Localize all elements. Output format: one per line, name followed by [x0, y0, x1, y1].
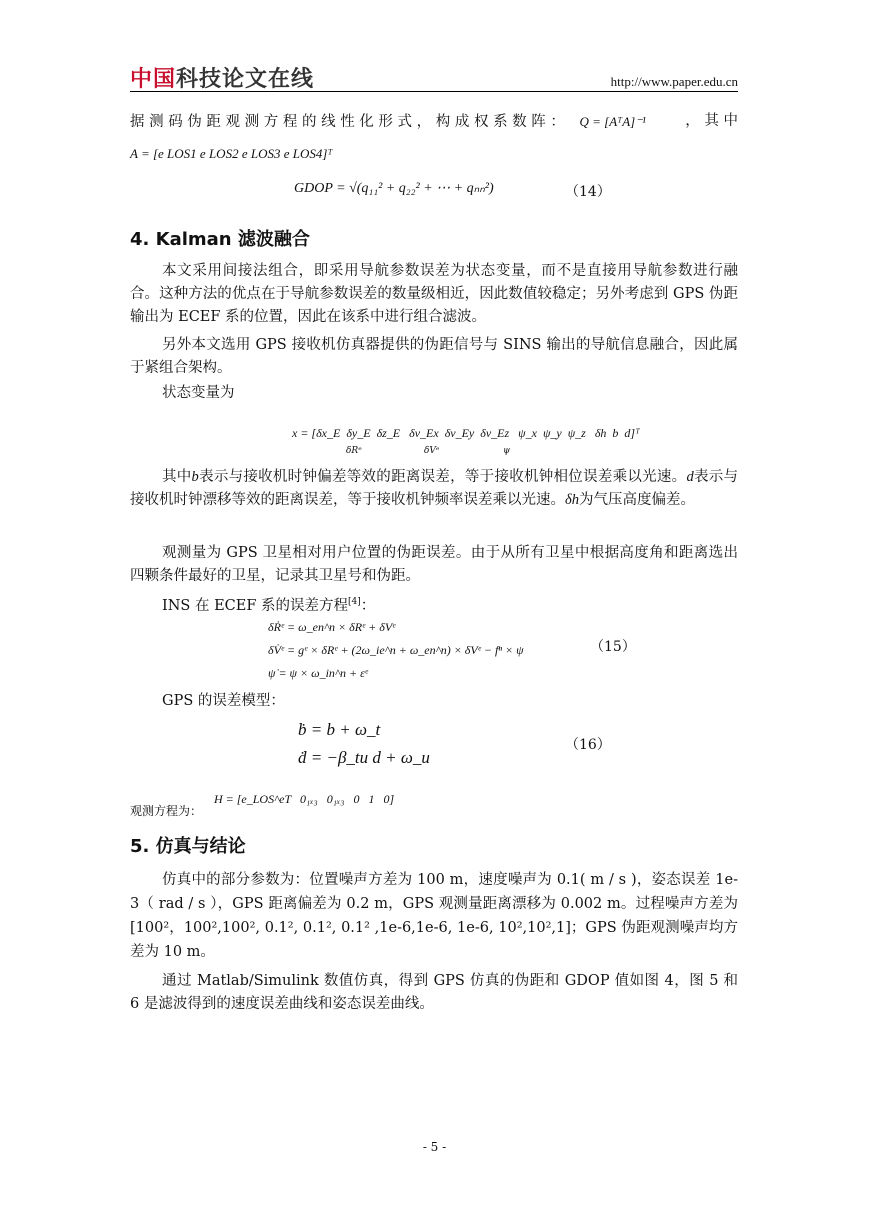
h-matrix-formula: H = [e_LOS^eT 0₁ₓ₃ 0₁ₓ₃ 0 1 0] — [214, 792, 395, 806]
header-url: http://www.paper.edu.cn — [610, 74, 738, 89]
gdop-formula: GDOP = √(q₁₁² + q₂₂² + ⋯ + qₙₙ²) — [294, 181, 494, 196]
equation-15-line-1: δṘᵉ = ω_en^n × δRᵉ + δVᵉ — [268, 620, 396, 634]
a-matrix-formula: A = [e LOS1 e LOS2 e LOS3 e LOS4]ᵀ — [130, 146, 333, 161]
equation-15-number: （15） — [590, 639, 636, 655]
gps-error-label: GPS 的误差模型： — [162, 693, 285, 709]
observation-label: 观测方程为： — [130, 804, 203, 818]
symbol-b: b — [191, 469, 199, 485]
section-4-para-2: 另外本文选用 GPS 接收机仿真器提供的伪距信号与 SINS 输出的导航信息融合，因此属于紧组合架构。 — [130, 337, 738, 376]
state-vector: x = [δx_E δy_E δz_E δv_Ex δv_Ey δv_Ez ψ_x ψ_y ψ_z δh b d]ᵀ — [292, 426, 640, 440]
brace-label-velocity: δVᵉ — [424, 446, 440, 456]
state-label: 状态变量为 — [162, 385, 235, 401]
equation-16-line-1: ḃ = b + ω_t — [298, 720, 381, 739]
brace-label-attitude: ψ — [503, 446, 511, 456]
equation-14-number: （14） — [565, 184, 611, 200]
intro-line-1 — [130, 110, 738, 134]
section-5-para-1: 仿真中的部分参数为：位置噪声方差为 100 m，速度噪声为 0.1( m / s )，姿态误差 1e-3（ rad / s ），GPS 距离偏差为 0.2 m，GPS 观测量距离漂移为 0.002 m。过程噪声方差为 [100²，100²,100², 0.1², 0.1², 0.1² ,1e-6,1e-6, 1e-6, 10²,10²,1]；GPS 伪距观测噪声均方差为 10 m。 — [130, 872, 738, 960]
section-4-para-1: 本文采用间接法组合，即采用导航参数误差为状态变量，而不是直接用导航参数进行融合。这种方法的优点在于导航参数误差的数量级相近，因此数值较稳定；另外考虑到 GPS 伪距输出为 ECEF 系的位置，因此在该系中进行组合滤波。 — [130, 263, 738, 325]
symbol-delta-h: δh — [565, 492, 579, 508]
equation-15-line-3: ψ̇ = ψ × ω_in^n + εᵉ — [268, 666, 368, 680]
intro-tail: ， 其 中 — [685, 113, 738, 129]
section-4-title: 4. Kalman 滤波融合 — [130, 229, 310, 250]
brace-label-position: δRᵉ — [346, 446, 362, 456]
para3-text-4: 为气压高度偏差。 — [579, 492, 695, 508]
para3-text-3: 表示与接收机时钟漂移等效的距离误差，等于接收机钟频率误差乘以光速。 — [130, 469, 739, 508]
qz-formula: Q = [AᵀA]⁻¹ — [579, 114, 646, 129]
intro-text: 据 测 码 伪 距 观 测 方 程 的 线 性 化 形 式 ， 构 成 权 系 数 阵 ： — [130, 114, 565, 130]
section-4-para-4: 观测量为 GPS 卫星相对用户位置的伪距误差。由于从所有卫星中根据高度角和距离选出四颗条件最好的卫星，记录其卫星号和伪距。 — [130, 545, 738, 584]
logo-red-text: 中国 — [130, 67, 177, 92]
ins-label — [162, 591, 375, 618]
ins-colon: ： — [360, 597, 376, 614]
equation-15-line-2: δV̇ᵉ = gᵉ × δRᵉ + (2ω_ie^n + ω_en^n) × δVᵉ − fⁿ × ψ — [268, 643, 524, 657]
site-logo — [130, 62, 314, 93]
page-number: - 5 - — [422, 1140, 447, 1154]
section-5-title: 5. 仿真与结论 — [130, 836, 246, 857]
para3-text-2: 表示与接收机时钟偏差等效的距离误差，等于接收机钟相位误差乘以光速。 — [198, 469, 687, 485]
equation-16-number: （16） — [565, 737, 611, 753]
para3-text-1: 其中 — [162, 469, 192, 485]
logo-black-text: 科技论文在线 — [176, 67, 315, 92]
ins-label-text: INS 在 ECEF 系的误差方程 — [162, 597, 349, 614]
ins-reference: [4] — [348, 597, 361, 607]
header-rule — [130, 91, 738, 92]
symbol-d: d — [686, 469, 694, 485]
section-5-para-2: 通过 Matlab/Simulink 数值仿真，得到 GPS 仿真的伪距和 GDOP 值如图 4，图 5 和 6 是滤波得到的速度误差曲线和姿态误差曲线。 — [130, 973, 738, 1012]
equation-16-line-2: ḋ = −β_tu d + ω_u — [298, 748, 430, 767]
section-4-para-3 — [130, 466, 738, 512]
